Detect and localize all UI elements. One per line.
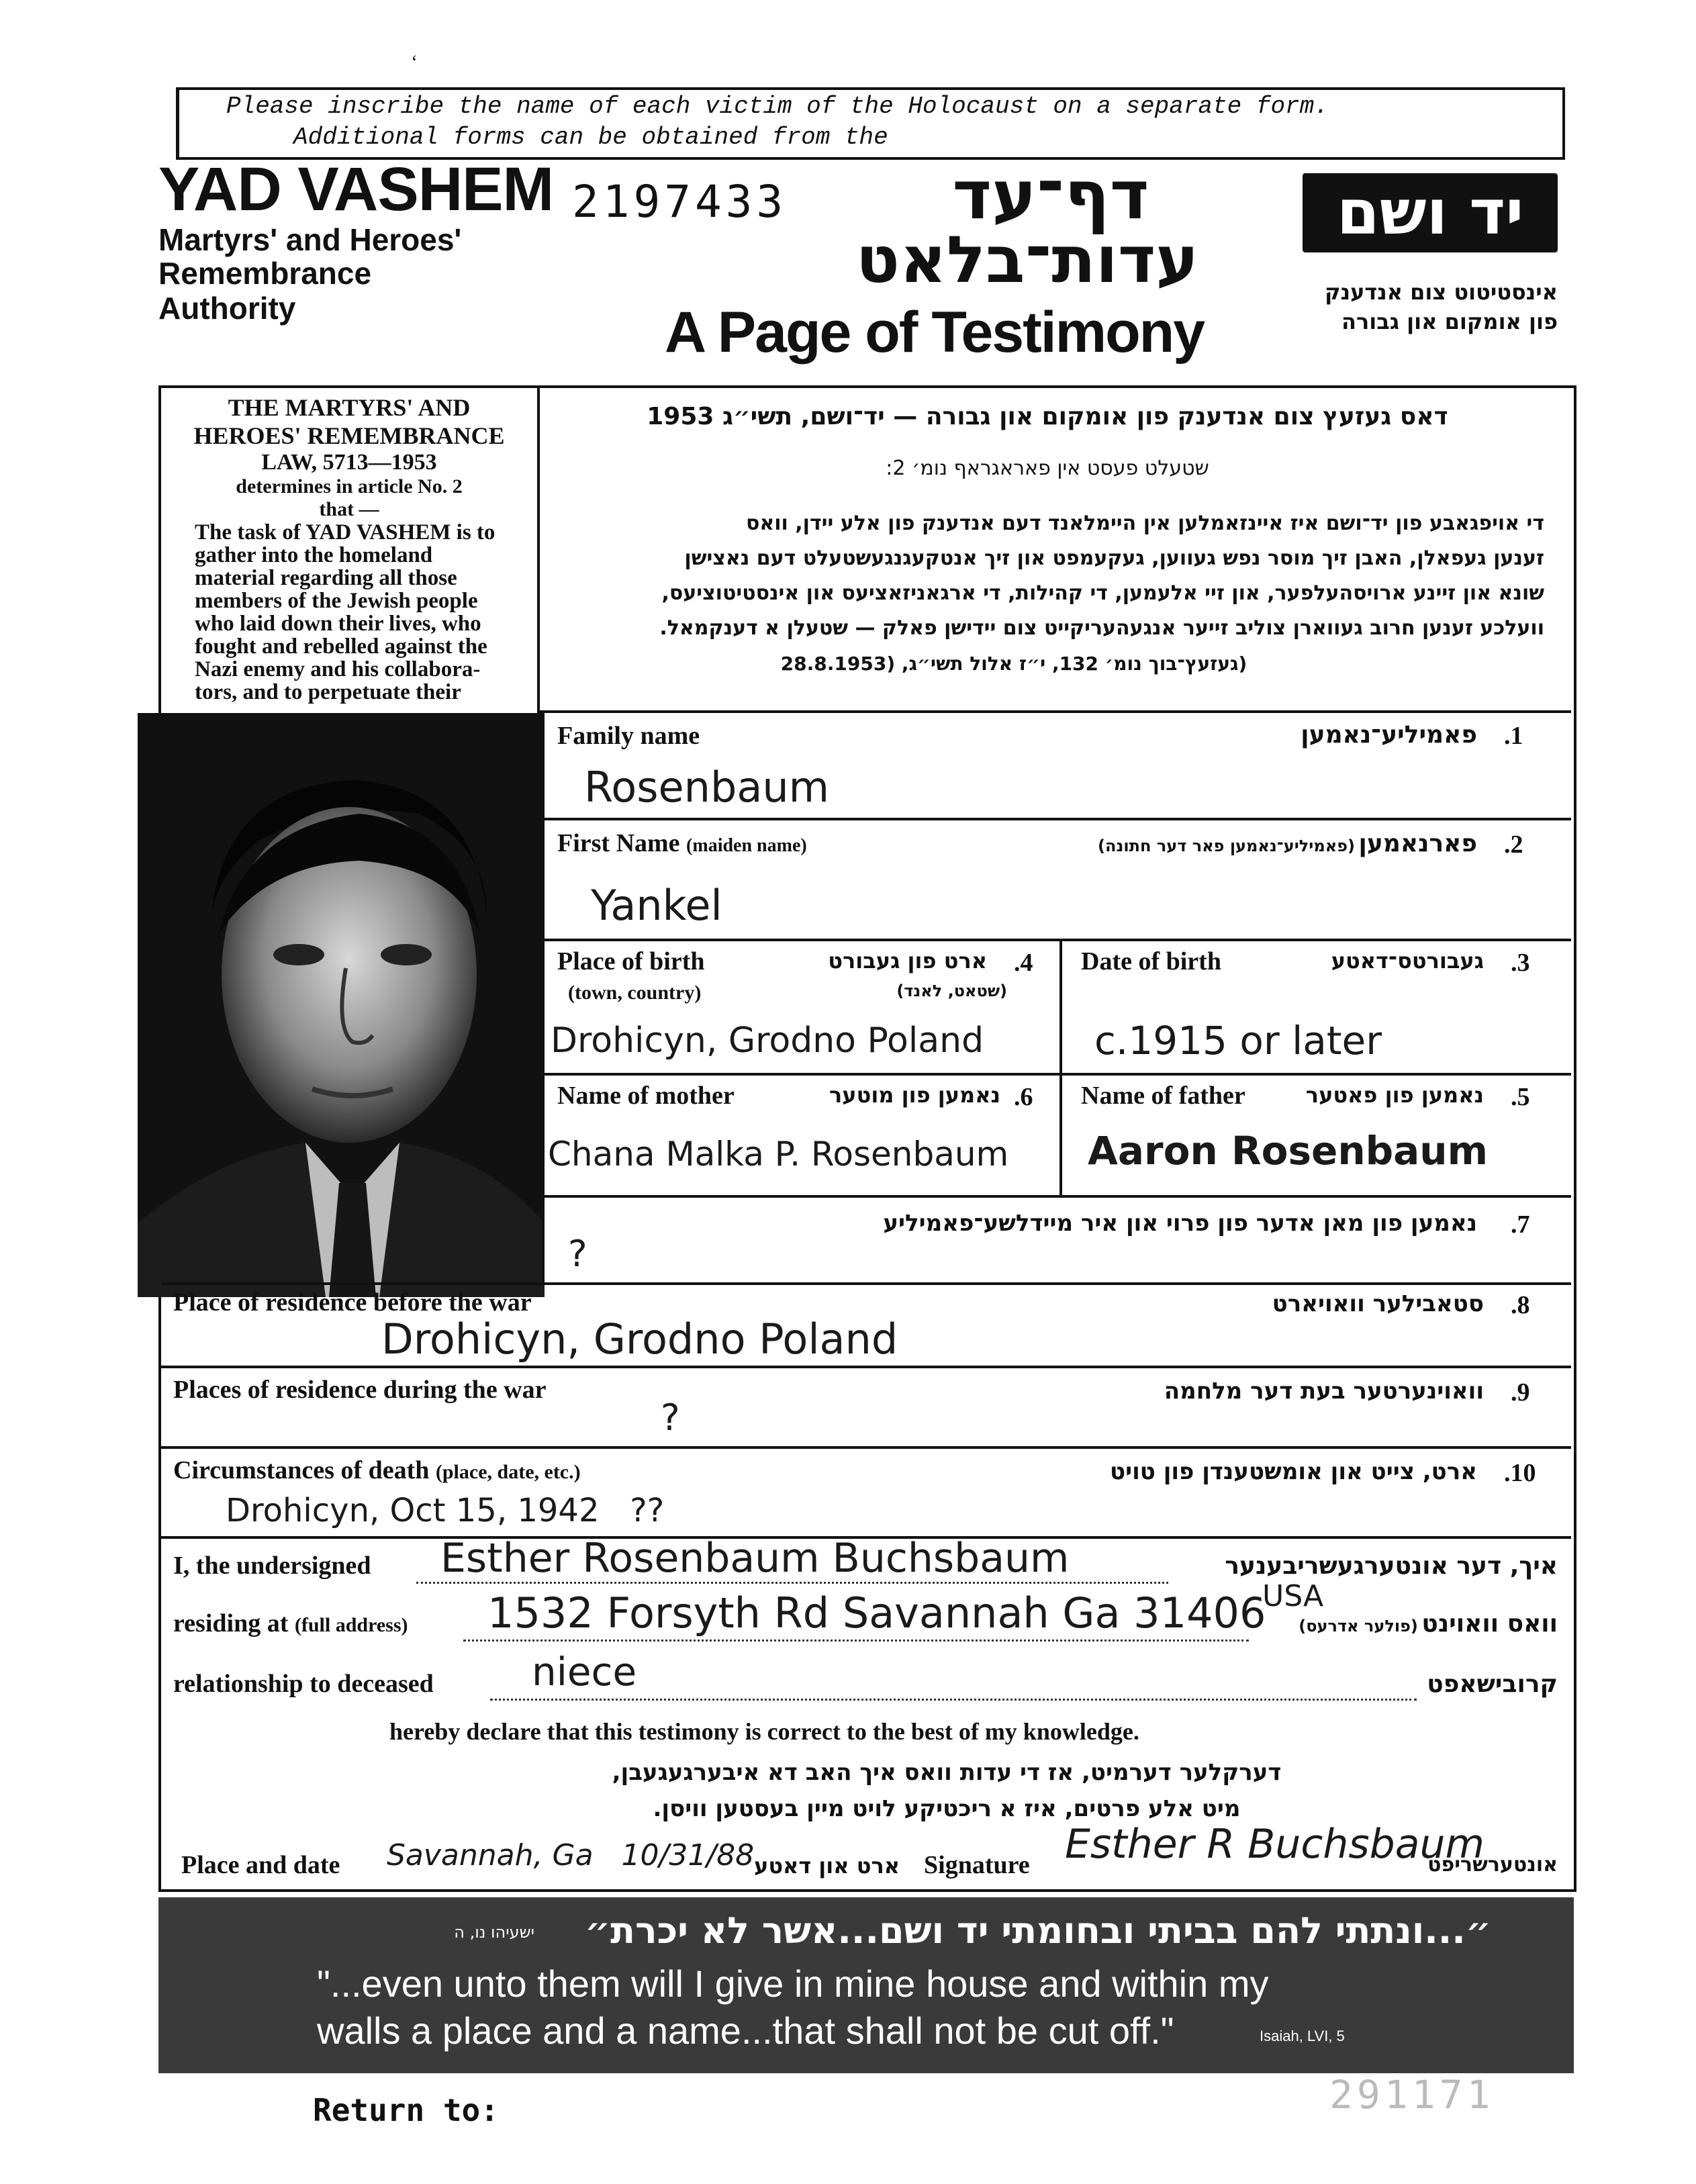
father-num: .5 [1511, 1083, 1530, 1111]
yiddish-law-title: דאס געזעץ צום אנדענק פון אומקום און גבורה — יד־ושם, תשי״ג 1953 [647, 403, 1448, 430]
first-name-he-main: פארנאמען [1358, 830, 1477, 857]
rule-after-parents [545, 1195, 1571, 1198]
rule-photo-edge [542, 710, 545, 1282]
death-label-text: Circumstances of death [173, 1456, 430, 1484]
death-label-sub: (place, date, etc.) [435, 1461, 581, 1483]
first-name-label [557, 828, 807, 858]
return-to-label: Return to: [313, 2092, 499, 2128]
undersigned-label: I, the undersigned [173, 1552, 371, 1580]
org-subtitle-2: Remembrance [158, 256, 372, 291]
spouse-label-he: נאמען פון מאן אדער פון פרוי און איר מיידלשע־פאמיליע [883, 1210, 1477, 1237]
portrait-image [138, 713, 545, 1297]
banner-hebrew-ref: ישעיהו נו, ה [454, 1923, 534, 1942]
residence-before-label-he: סטאבילער וואויארט [1272, 1290, 1484, 1317]
family-name-label-he: פאמיליע־נאמען [1301, 721, 1477, 749]
residence-before-num: .8 [1511, 1291, 1530, 1319]
father-label-he: נאמען פון פאטער [1305, 1082, 1484, 1108]
rule-after-during [161, 1446, 1571, 1449]
relationship-value[interactable]: niece [532, 1649, 637, 1695]
notice-line-1: Please inscribe the name of each victim of the Holocaust on a separate form. [226, 93, 1329, 120]
birthplace-value[interactable]: Drohicyn, Grodno Poland [551, 1020, 984, 1061]
residence-before-label: Place of residence before the war [173, 1288, 532, 1317]
residence-during-num: .9 [1511, 1378, 1530, 1407]
notice-line-2: Additional forms can be obtained from the [293, 124, 888, 151]
spouse-value[interactable]: ? [568, 1233, 587, 1275]
address-he-main: וואס וואוינט [1421, 1610, 1558, 1637]
banner-hebrew: ״...ונתתי להם בביתי ובחומתי יד ושם...אשר לא יכרת״ [584, 1909, 1492, 1952]
birthplace-num: .4 [1014, 949, 1033, 977]
yiddish-law-sub: שטעלט פעסט אין פאראגראף נומ׳ 2: [886, 457, 1209, 480]
first-name-label-sub: (maiden name) [686, 835, 807, 856]
mother-num: .6 [1014, 1083, 1033, 1111]
page-title: A Page of Testimony [665, 300, 1205, 365]
mother-label: Name of mother [557, 1082, 735, 1110]
residence-during-label: Places of residence during the war [173, 1376, 547, 1404]
undersigned-label-he: איך, דער אונטערגעשריבענער [1225, 1552, 1558, 1580]
residence-during-label-he: וואוינערטער בעת דער מלחמה [1164, 1378, 1484, 1405]
spouse-num: .7 [1511, 1210, 1530, 1239]
org-name: YAD VASHEM [158, 155, 554, 224]
yiddish-law-line-5: (געזעץ־בוך נומ׳ 132, י״ז אלול תשי״ג, (28.8.1953 [780, 653, 1247, 675]
rule-after-residence [161, 1366, 1571, 1368]
declaration-he-1: דערקלער דערמיט, אז די עדות וואס איך האב דא איבערגעגעבן, [612, 1759, 1282, 1786]
birthplace-label-sub: (town, country) [568, 982, 702, 1004]
logo-subtitle-2: פון אומקום און גבורה [1341, 309, 1558, 334]
mother-value[interactable]: Chana Malka P. Rosenbaum [548, 1135, 1009, 1174]
undersigned-value[interactable]: Esther Rosenbaum Buchsbaum [440, 1535, 1070, 1582]
birthdate-num: .3 [1511, 949, 1530, 977]
address-value[interactable]: 1532 Forsyth Rd Savannah Ga 31406 [487, 1588, 1266, 1637]
form-number: 2197433 [572, 176, 788, 228]
birthdate-value[interactable]: c.1915 or later [1094, 1018, 1382, 1063]
place-date-value[interactable]: Savannah, Ga 10/31/88 [387, 1838, 755, 1872]
first-name-label-text: First Name [557, 829, 680, 857]
father-value[interactable]: Aaron Rosenbaum [1088, 1128, 1489, 1174]
relationship-label-he: קרובישאפט [1427, 1670, 1558, 1698]
first-name-label-he [940, 830, 1477, 857]
notice-box [176, 87, 1565, 160]
yad-vashem-logo [1303, 173, 1558, 252]
signature-label-he: אונטערשריפט [1427, 1853, 1558, 1877]
relationship-label: relationship to deceased [173, 1670, 434, 1698]
address-label-he [1235, 1610, 1558, 1637]
mother-label-he: נאמען פון מוטער [829, 1082, 1000, 1108]
first-name-he-sub: (פאמיליע־נאמען פאר דער חתונה) [1098, 837, 1355, 855]
first-name-value[interactable]: Yankel [591, 881, 722, 930]
address-label-text: residing at [173, 1609, 289, 1637]
death-label [173, 1456, 581, 1485]
law-panel [161, 388, 537, 710]
banner-english-1: "...even unto them will I give in mine house and within my [317, 1962, 1269, 2005]
scripture-banner [158, 1897, 1574, 2073]
address-he-sub: (פולער אדרעס) [1299, 1617, 1418, 1635]
law-heading-2: HEROES' REMEMBRANCE [193, 422, 505, 449]
family-name-label: Family name [557, 722, 700, 750]
hebrew-title-2: עדות־בלאט [855, 222, 1199, 297]
place-date-label: Place and date [181, 1851, 340, 1879]
law-heading-5: that — [319, 498, 379, 520]
signature-label: Signature [924, 1851, 1030, 1879]
relationship-line [490, 1699, 1417, 1701]
death-value[interactable]: Drohicyn, Oct 15, 1942 ?? [226, 1492, 665, 1529]
family-name-value[interactable]: Rosenbaum [584, 763, 830, 812]
yiddish-law-line-2: זענען געפאלן, האבן זיך מוסר נפש געווען, געקעמפט און זיך אנטקעגנגעשטעלט דעם נאצישן [684, 547, 1544, 570]
law-divider [537, 388, 540, 710]
pen-mark: ‘ [411, 51, 418, 73]
law-heading-1: THE MARTYRS' AND [228, 394, 471, 421]
address-label-sub: (full address) [294, 1614, 408, 1636]
residence-during-value[interactable]: ? [661, 1396, 680, 1439]
birthplace-label-he: ארט פון געבורט [828, 948, 987, 974]
first-name-num: .2 [1504, 830, 1523, 859]
stamp-number: 291171 [1329, 2072, 1495, 2118]
rule-after-spouse [161, 1282, 1571, 1285]
law-body: The task of YAD VASHEM is to gather into the homeland material regarding all those members of the Jewish people who laid down their lives, who fought and rebelled against the Nazi enemy and his collabora-tors, and to perpetuate their [195, 520, 496, 704]
yiddish-law-line-4: וועלכע זענען חרוב געווארן צוליב זייער אנגעהעריקייט צום יידישן פאלק — שטעלן א דענקמאל. [659, 616, 1544, 640]
father-label: Name of father [1081, 1082, 1245, 1110]
birthdate-label: Date of birth [1081, 947, 1221, 976]
address-label [173, 1609, 408, 1638]
family-name-num: .1 [1504, 722, 1523, 750]
death-label-he: ארט, צייט און אומשטענדן פון טויט [1109, 1458, 1477, 1485]
logo-text: יד ושם [1336, 177, 1524, 248]
birthplace-label: Place of birth [557, 947, 705, 976]
birthplace-label-he-sub: (שטאט, לאנד) [896, 982, 1007, 1000]
rule-birth-divider [1059, 939, 1062, 1195]
place-date-label-he: ארט און דאטע [754, 1853, 900, 1879]
declaration-en: hereby declare that this testimony is correct to the best of my knowledge. [389, 1718, 1139, 1745]
victim-photo [138, 713, 545, 1297]
banner-english-ref: Isaiah, LVI, 5 [1260, 2028, 1345, 2044]
residence-before-value[interactable]: Drohicyn, Grodno Poland [381, 1315, 898, 1364]
rule-after-birth [545, 1073, 1571, 1076]
hebrew-title-1: דף־עד [952, 156, 1149, 234]
rule-after-first [545, 939, 1571, 941]
org-subtitle-3: Authority [158, 291, 296, 326]
address-country[interactable]: USA [1262, 1579, 1324, 1613]
address-line [463, 1640, 1249, 1642]
law-heading-4: determines in article No. 2 [236, 475, 463, 497]
banner-english-2: walls a place and a name...that shall not be cut off." [317, 2009, 1174, 2052]
death-num: .10 [1504, 1459, 1536, 1487]
logo-subtitle-1: אינסטיטוט צום אנדענק [1325, 279, 1558, 305]
rule-top-fields [537, 710, 1571, 713]
yiddish-law-line-3: שונא און זיינע ארויסהעלפער, און זיי אלעמען, די קהילות, די ארגאניזאציעס און אינסטיטוציעס, [661, 581, 1544, 605]
declaration-he-2: מיט אלע פרטים, איז א ריכטיקע לויט מיין בעסטען וויסן. [653, 1795, 1241, 1822]
yiddish-law-line-1: די אויפגאבע פון יד־ושם איז איינזאמלען אין היימלאנד דעם אנדענק פון אלע יידן, וואס [746, 512, 1544, 535]
org-subtitle-1: Martyrs' and Heroes' [158, 222, 462, 257]
rule-after-family [545, 818, 1571, 820]
law-heading-3: LAW, 5713—1953 [261, 450, 437, 475]
birthdate-label-he: געבורטס־דאטע [1331, 948, 1484, 974]
signature-value[interactable]: Esther R Buchsbaum [1065, 1821, 1485, 1868]
undersigned-line [416, 1582, 1168, 1584]
